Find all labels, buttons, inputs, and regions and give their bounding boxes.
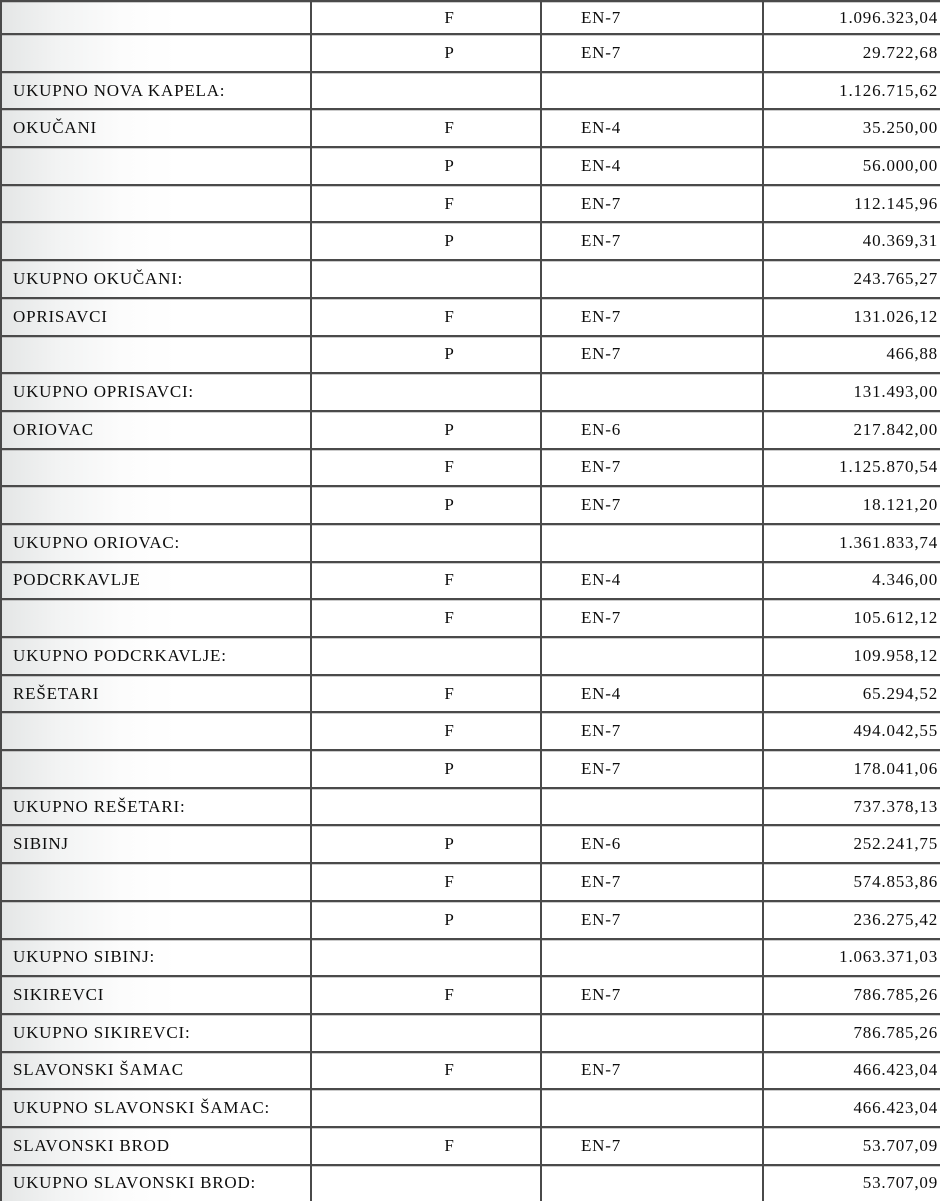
amount-cell: 53.707,09 [763, 1127, 940, 1165]
fp-code-cell: P [311, 486, 541, 524]
settlement-cell [1, 712, 311, 750]
amount-cell: 466.423,04 [763, 1052, 940, 1090]
table-row [1, 449, 940, 487]
table-row [1, 336, 940, 374]
fp-code-cell: F [311, 712, 541, 750]
table-row [1, 1127, 940, 1165]
settlement-cell [1, 336, 311, 374]
amount-cell: 236.275,42 [763, 901, 940, 939]
en-code-cell [541, 788, 763, 826]
total-row [1, 1014, 940, 1052]
amount-cell: 131.026,12 [763, 298, 940, 336]
fp-code-cell [311, 373, 541, 411]
table-row [1, 411, 940, 449]
settlement-cell: PODCRKAVLJE [1, 562, 311, 600]
total-row [1, 788, 940, 826]
en-code-cell [541, 939, 763, 977]
fp-code-cell: P [311, 901, 541, 939]
settlement-cell: UKUPNO OPRISAVCI: [1, 373, 311, 411]
fp-code-cell: F [311, 1052, 541, 1090]
amount-cell: 252.241,75 [763, 825, 940, 863]
table-row [1, 750, 940, 788]
fp-code-cell: F [311, 449, 541, 487]
amount-cell: 574.853,86 [763, 863, 940, 901]
total-row [1, 260, 940, 298]
total-row [1, 373, 940, 411]
settlement-cell: UKUPNO SLAVONSKI ŠAMAC: [1, 1089, 311, 1127]
settlement-cell: UKUPNO NOVA KAPELA: [1, 72, 311, 110]
amount-cell: 466,88 [763, 336, 940, 374]
table-row [1, 976, 940, 1014]
fp-code-cell: F [311, 109, 541, 147]
table-row [1, 825, 940, 863]
en-code-cell [541, 1089, 763, 1127]
amount-cell: 243.765,27 [763, 260, 940, 298]
report-table-body [1, 1, 940, 1201]
amount-cell: 466.423,04 [763, 1089, 940, 1127]
fp-code-cell: F [311, 1127, 541, 1165]
fp-code-cell [311, 1089, 541, 1127]
fp-code-cell: P [311, 222, 541, 260]
settlement-cell [1, 901, 311, 939]
en-code-cell: EN-7 [541, 750, 763, 788]
settlement-cell [1, 34, 311, 72]
en-code-cell [541, 260, 763, 298]
table-row [1, 185, 940, 223]
amount-cell: 109.958,12 [763, 637, 940, 675]
en-code-cell: EN-7 [541, 34, 763, 72]
table-row [1, 298, 940, 336]
settlement-cell: UKUPNO OKUČANI: [1, 260, 311, 298]
table-row [1, 562, 940, 600]
amount-cell: 1.126.715,62 [763, 72, 940, 110]
table-row [1, 1052, 940, 1090]
amount-cell: 29.722,68 [763, 34, 940, 72]
fp-code-cell [311, 1165, 541, 1201]
total-row [1, 72, 940, 110]
en-code-cell: EN-7 [541, 712, 763, 750]
en-code-cell: EN-7 [541, 222, 763, 260]
settlement-cell: SIKIREVCI [1, 976, 311, 1014]
en-code-cell: EN-7 [541, 599, 763, 637]
amount-cell: 178.041,06 [763, 750, 940, 788]
table-row [1, 901, 940, 939]
en-code-cell: EN-7 [541, 863, 763, 901]
en-code-cell [541, 1014, 763, 1052]
settlement-cell: UKUPNO PODCRKAVLJE: [1, 637, 311, 675]
fp-code-cell: P [311, 336, 541, 374]
en-code-cell: EN-6 [541, 825, 763, 863]
fp-code-cell [311, 524, 541, 562]
amount-cell: 35.250,00 [763, 109, 940, 147]
settlement-cell: UKUPNO REŠETARI: [1, 788, 311, 826]
fp-code-cell [311, 939, 541, 977]
table-row [1, 675, 940, 713]
total-row [1, 939, 940, 977]
settlement-cell [1, 449, 311, 487]
amount-cell: 112.145,96 [763, 185, 940, 223]
settlement-cell: OKUČANI [1, 109, 311, 147]
fp-code-cell [311, 260, 541, 298]
en-code-cell [541, 524, 763, 562]
amount-cell: 786.785,26 [763, 976, 940, 1014]
settlement-cell: UKUPNO SIKIREVCI: [1, 1014, 311, 1052]
total-row [1, 524, 940, 562]
en-code-cell: EN-4 [541, 675, 763, 713]
fp-code-cell: F [311, 675, 541, 713]
amount-cell: 131.493,00 [763, 373, 940, 411]
settlement-cell: OPRISAVCI [1, 298, 311, 336]
amount-cell: 53.707,09 [763, 1165, 940, 1201]
amount-cell: 494.042,55 [763, 712, 940, 750]
fp-code-cell: F [311, 298, 541, 336]
settlement-cell [1, 1, 311, 34]
total-row [1, 637, 940, 675]
table-row [1, 863, 940, 901]
en-code-cell: EN-6 [541, 411, 763, 449]
fp-code-cell: F [311, 562, 541, 600]
table-row [1, 147, 940, 185]
en-code-cell [541, 373, 763, 411]
amount-cell: 1.063.371,03 [763, 939, 940, 977]
amount-cell: 105.612,12 [763, 599, 940, 637]
en-code-cell: EN-7 [541, 1, 763, 34]
table-row [1, 1, 940, 34]
en-code-cell: EN-4 [541, 147, 763, 185]
amount-cell: 786.785,26 [763, 1014, 940, 1052]
en-code-cell: EN-7 [541, 1052, 763, 1090]
settlement-cell [1, 486, 311, 524]
settlement-cell: UKUPNO SIBINJ: [1, 939, 311, 977]
settlement-cell: UKUPNO SLAVONSKI BROD: [1, 1165, 311, 1201]
amount-cell: 1.125.870,54 [763, 449, 940, 487]
en-code-cell: EN-4 [541, 562, 763, 600]
en-code-cell: EN-7 [541, 901, 763, 939]
amount-cell: 737.378,13 [763, 788, 940, 826]
settlement-cell [1, 222, 311, 260]
settlement-cell [1, 863, 311, 901]
amount-cell: 217.842,00 [763, 411, 940, 449]
settlement-cell [1, 147, 311, 185]
settlement-cell: SLAVONSKI ŠAMAC [1, 1052, 311, 1090]
en-code-cell [541, 637, 763, 675]
fp-code-cell: P [311, 34, 541, 72]
settlement-cell: UKUPNO ORIOVAC: [1, 524, 311, 562]
settlement-cell [1, 185, 311, 223]
settlement-cell: SIBINJ [1, 825, 311, 863]
amount-cell: 1.361.833,74 [763, 524, 940, 562]
table-row [1, 599, 940, 637]
amount-cell: 1.096.323,04 [763, 1, 940, 34]
amount-cell: 65.294,52 [763, 675, 940, 713]
table-row [1, 712, 940, 750]
settlement-cell: REŠETARI [1, 675, 311, 713]
fp-code-cell: F [311, 976, 541, 1014]
table-row [1, 109, 940, 147]
total-row [1, 1165, 940, 1201]
amount-cell: 4.346,00 [763, 562, 940, 600]
fp-code-cell [311, 788, 541, 826]
en-code-cell: EN-7 [541, 185, 763, 223]
fp-code-cell: F [311, 599, 541, 637]
fp-code-cell [311, 637, 541, 675]
en-code-cell: EN-7 [541, 486, 763, 524]
en-code-cell: EN-7 [541, 449, 763, 487]
en-code-cell: EN-7 [541, 298, 763, 336]
table-row [1, 222, 940, 260]
total-row [1, 1089, 940, 1127]
settlement-cell [1, 599, 311, 637]
fp-code-cell: P [311, 750, 541, 788]
en-code-cell: EN-7 [541, 976, 763, 1014]
en-code-cell [541, 1165, 763, 1201]
fp-code-cell: P [311, 147, 541, 185]
table-row [1, 34, 940, 72]
en-code-cell: EN-7 [541, 1127, 763, 1165]
fp-code-cell: F [311, 1, 541, 34]
fp-code-cell [311, 72, 541, 110]
fp-code-cell: F [311, 185, 541, 223]
en-code-cell: EN-4 [541, 109, 763, 147]
settlement-cell: ORIOVAC [1, 411, 311, 449]
en-code-cell: EN-7 [541, 336, 763, 374]
fp-code-cell: F [311, 863, 541, 901]
settlement-cell [1, 750, 311, 788]
fp-code-cell [311, 1014, 541, 1052]
amount-cell: 40.369,31 [763, 222, 940, 260]
fp-code-cell: P [311, 411, 541, 449]
table-row [1, 486, 940, 524]
fp-code-cell: P [311, 825, 541, 863]
amount-cell: 56.000,00 [763, 147, 940, 185]
amount-cell: 18.121,20 [763, 486, 940, 524]
en-code-cell [541, 72, 763, 110]
settlement-cell: SLAVONSKI BROD [1, 1127, 311, 1165]
